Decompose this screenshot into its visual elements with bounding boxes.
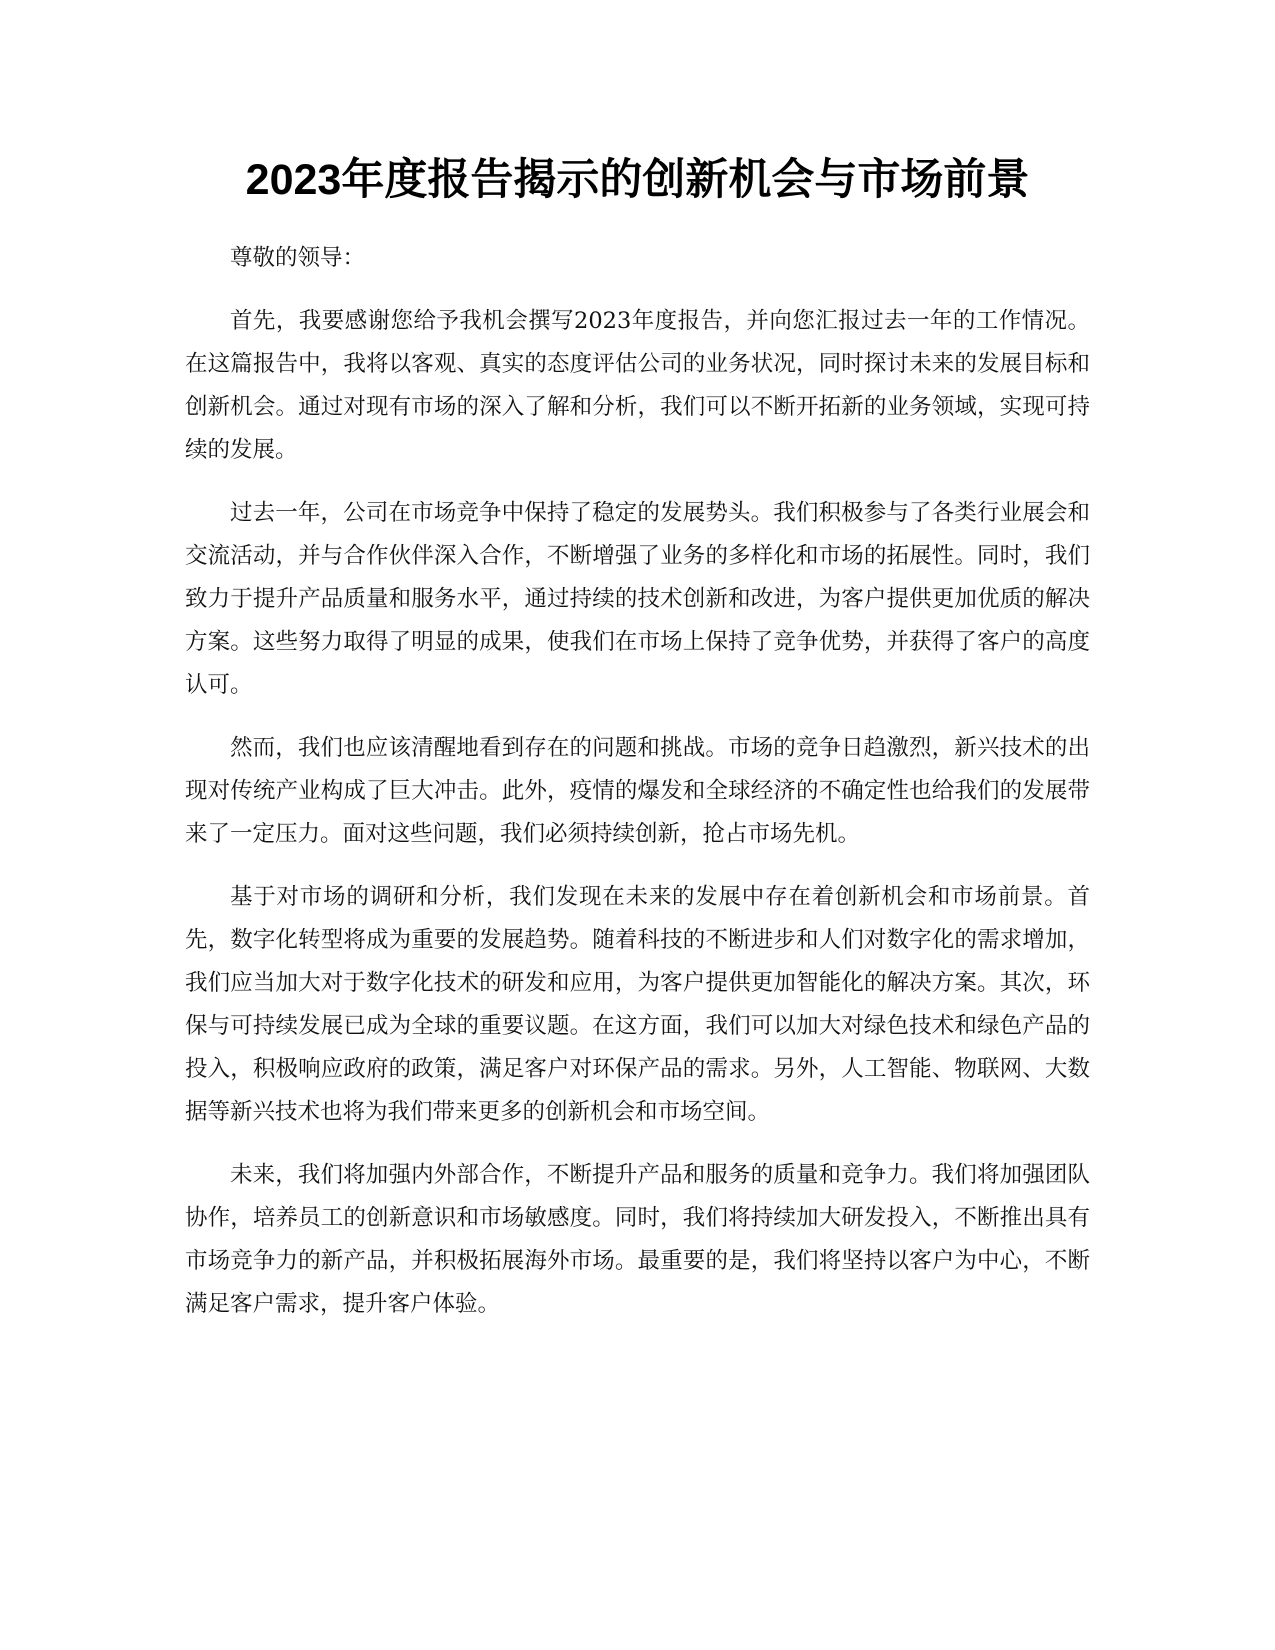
paragraph-1: 首先，我要感谢您给予我机会撰写2023年度报告，并向您汇报过去一年的工作情况。在这篇报告中，我将以客观、真实的态度评估公司的业务状况，同时探讨未来的发展目标和创新机会。通过对现有市场的深入了解和分析，我们可以不断开拓新的业务领域，实现可持续的发展。 [185,308,1090,463]
salutation: 尊敬的领导： [230,245,366,271]
document-body [185,237,1090,1346]
paragraph-2: 过去一年，公司在市场竞争中保持了稳定的发展势头。我们积极参与了各类行业展会和交流活动，并与合作伙伴深入合作，不断增强了业务的多样化和市场的拓展性。同时，我们致力于提升产品质量和服务水平，通过持续的技术创新和改进，为客户提供更加优质的解决方案。这些努力取得了明显的成果，使我们在市场上保持了竞争优势，并获得了客户的高度认可。 [185,500,1090,698]
paragraph-5: 未来，我们将加强内外部合作，不断提升产品和服务的质量和竞争力。我们将加强团队协作，培养员工的创新意识和市场敏感度。同时，我们将持续加大研发投入，不断推出具有市场竞争力的新产品，并积极拓展海外市场。最重要的是，我们将坚持以客户为中心，不断满足客户需求，提升客户体验。 [185,1162,1090,1317]
paragraph-3: 然而，我们也应该清醒地看到存在的问题和挑战。市场的竞争日趋激烈，新兴技术的出现对传统产业构成了巨大冲击。此外，疫情的爆发和全球经济的不确定性也给我们的发展带来了一定压力。面对这些问题，我们必须持续创新，抢占市场先机。 [185,735,1090,847]
paragraph-4: 基于对市场的调研和分析，我们发现在未来的发展中存在着创新机会和市场前景。首先，数字化转型将成为重要的发展趋势。随着科技的不断进步和人们对数字化的需求增加，我们应当加大对于数字化技术的研发和应用，为客户提供更加智能化的解决方案。其次，环保与可持续发展已成为全球的重要议题。在这方面，我们可以加大对绿色技术和绿色产品的投入，积极响应政府的政策，满足客户对环保产品的需求。另外，人工智能、物联网、大数据等新兴技术也将为我们带来更多的创新机会和市场空间。 [185,884,1090,1125]
document-title: 2023年度报告揭示的创新机会与市场前景 [245,156,1030,204]
